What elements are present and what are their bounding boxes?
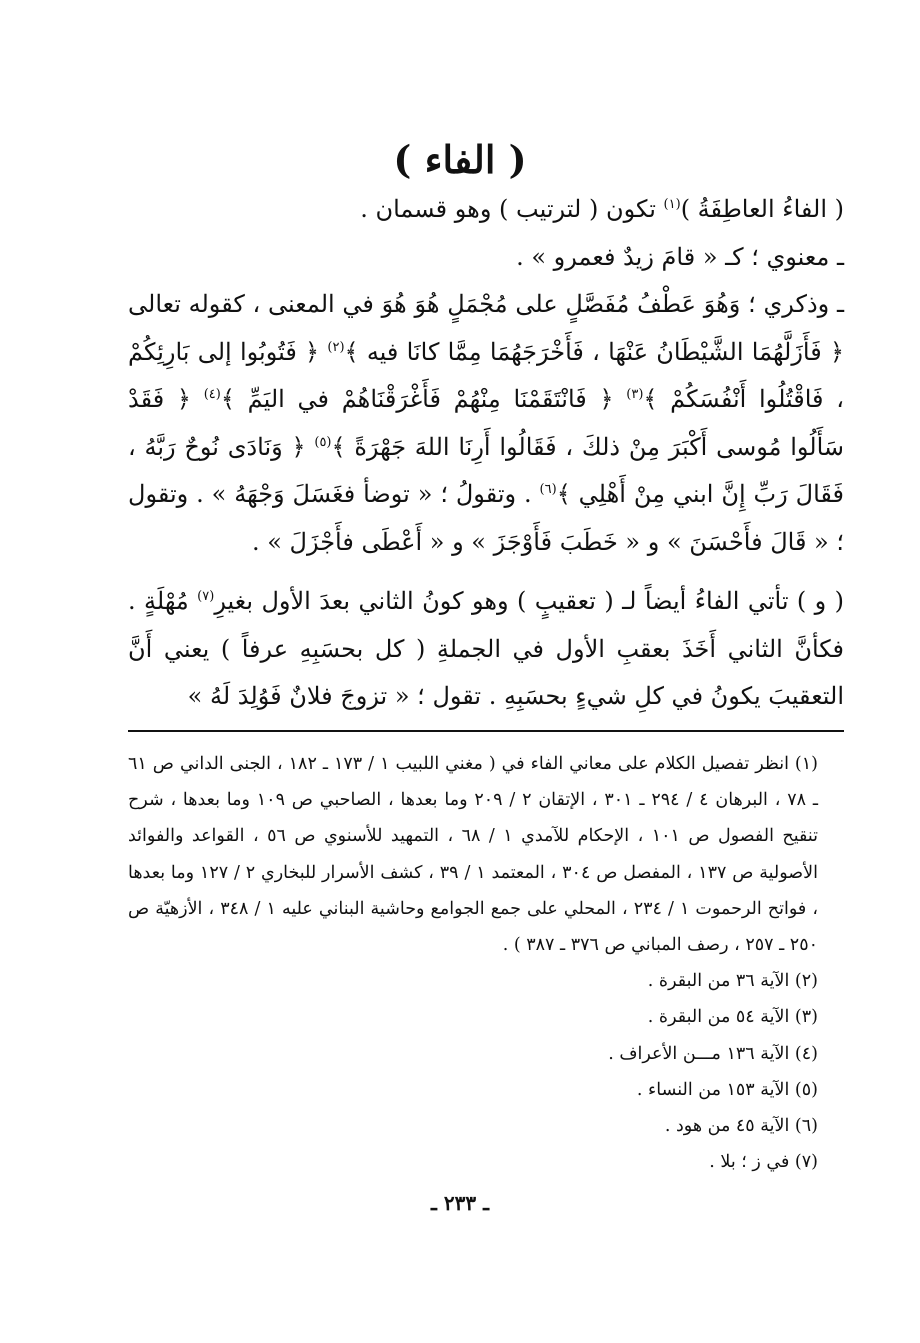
footnote-4: (٤) الآية ١٣٦ مـــن الأعراف .	[608, 1043, 818, 1064]
footnote-divider	[128, 730, 844, 732]
mentional-text-a: ـ وذكري ؛ وَهُوَ عَطْفُ مُفَصَّلٍ على مُجْمَلٍ هُوَ هُوَ في المعنى ، كقوله تعالى ﴿ فَأَزَلَّهُمَا الشَّيْطَانُ عَنْهَا ، فَأَخْرَجَهُمَا مِمَّا كانَا فيه ﴾	[128, 290, 845, 366]
mentional-text-c: ﴿ فَانْتَقَمْنَا مِنْهُمْ فَأَغْرَقْنَاهُمْ في اليَمِّ ﴾	[220, 385, 614, 413]
paragraph-mentional	[128, 281, 844, 566]
paragraph-succession	[128, 578, 844, 721]
paragraph-semantic: ـ معنوي ؛ كـ « قامَ زيدٌ فعمرو » .	[516, 242, 844, 271]
section-title: ( الفاء )	[393, 137, 527, 182]
footnote-ref-7[interactable]: (٧)	[197, 589, 215, 604]
page-number: ـ ٢٣٣ ـ	[431, 1191, 489, 1215]
footnote-ref-1[interactable]: (١)	[663, 197, 681, 212]
mentional-text-f: . وتقولُ ؛ « توضأ فغَسَلَ وَجْهَهُ » . وتقول ؛ « قَالَ فأَحْسَنَ » و « خَطَبَ فَأَوْجَزَ » و « أَعْطَى فأَجْزَلَ » .	[128, 480, 844, 556]
intro-text: ( الفاءُ العاطِفَةُ )	[680, 195, 844, 223]
footnote-1: (١) انظر تفصيل الكلام على معاني الفاء في ( مغني اللبيب ١ / ١٧٣ ـ ١٨٢ ، الجنى الداني ص ٦١ ـ ٧٨ ، البرهان ٤ / ٢٩٤ ـ ٣٠١ ، الإتقان ٢ / ٢٠٩ وما بعدها ، الصاحبي ص ١٠٩ وما بعدها ، شرح تنقيح الفصول ص ١٠١ ، الإحكام للآمدي ١ / ٦٨ ، التمهيد للأسنوي ص ٥٦ ، القواعد والفوائد الأصولية ص ١٣٧ ، المفصل ص ٣٠٤ ، المعتمد ١ / ٣٩ ، كشف الأسرار للبخاري ٢ / ١٢٧ وما بعدها ، فواتح الرحموت ١ / ٢٣٤ ، المحلي على جمع الجوامع وحاشية البناني عليه ١ / ٣٤٨ ، الأزهيّة ص ٢٥٠ ـ ٢٥٧ ، رصف المباني ص ٣٧٦ ـ ٣٨٧ ) .	[128, 754, 818, 956]
footnote-6: (٦) الآية ٤٥ من هود .	[664, 1116, 818, 1137]
succession-text-b: مُهْلَةٍ . فكأنَّ الثاني أَخَذَ بعقبِ الأول في الجملةِ ( كل بحسَبِهِ عرفاً ) يعني أَنَّ التعقيبَ يكونُ في كلِ شيءٍ بحسَبِهِ . تقول ؛ « تزوجَ فلانٌ فَوُلِدَ لَهُ »	[128, 587, 844, 710]
footnote-ref-6[interactable]: (٦)	[539, 482, 557, 497]
mentional-text-d: ﴿ فَقَدْ سَأَلُوا مُوسى أَكْبَرَ مِنْ ذلكَ ، فَقَالُوا أَرِنَا اللهَ جَهْرَةً ﴾	[128, 385, 844, 461]
footnote-7: (٧) في ز ؛ بلا .	[709, 1152, 818, 1173]
paragraph-intro	[128, 186, 844, 234]
footnote-ref-5[interactable]: (٥)	[314, 434, 332, 450]
footnote-3: (٣) الآية ٥٤ من البقرة .	[647, 1007, 818, 1028]
mentional-text-e: ﴿ وَنَادَى نُوحٌ رَبَّهُ ، فَقَالَ رَبِّ إِنَّ ابني مِنْ أَهْلِي ﴾	[128, 432, 844, 508]
footnote-5: (٥) الآية ١٥٣ من النساء .	[636, 1079, 818, 1100]
footnote-2: (٢) الآية ٣٦ من البقرة .	[647, 971, 818, 992]
succession-text-a: ( و ) تأتي الفاءُ أيضاً لـ ( تعقيبٍ ) وهو كونُ الثاني بعدَ الأول بغيرِ	[214, 587, 844, 615]
footnote-ref-3[interactable]: (٣)	[626, 387, 644, 402]
main-text	[128, 186, 844, 721]
footnote-ref-4[interactable]: (٤)	[203, 387, 221, 402]
footnotes	[128, 746, 818, 1180]
intro-text-continued: تكون ( لترتيب ) وهو قسمان .	[360, 195, 656, 223]
footnote-ref-2[interactable]: (٢)	[327, 339, 345, 355]
mentional-text-b: ﴿ فَتُوبُوا إلى بَارِئِكُمْ ، فَاقْتُلُوا أَنْفُسَكُمْ ﴾	[128, 337, 844, 413]
